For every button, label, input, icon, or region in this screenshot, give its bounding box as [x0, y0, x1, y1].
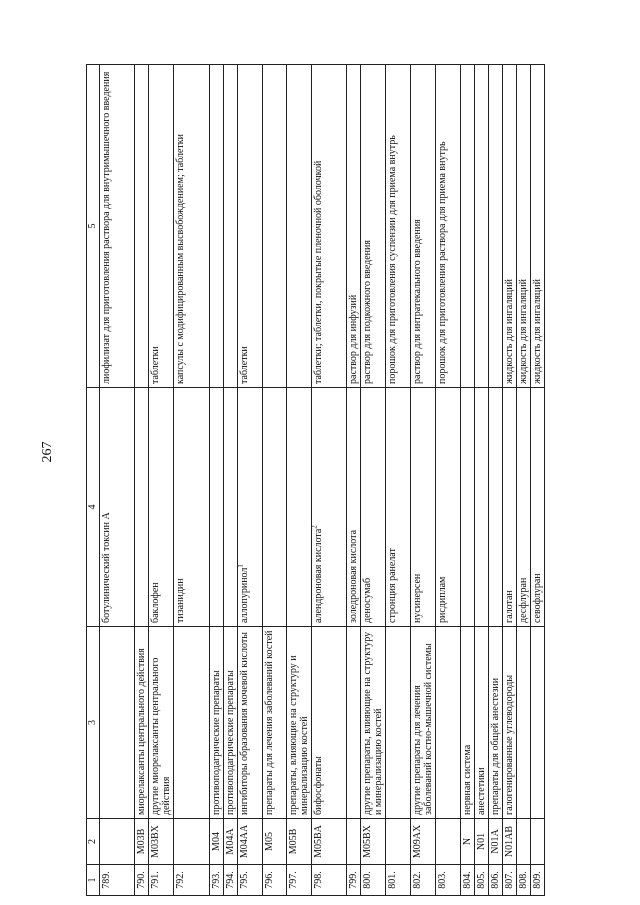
substance-name: баклофен [150, 582, 161, 623]
atc-group-name: другие препараты, влияющие на структуру и минерализацию костей [362, 631, 384, 815]
dosage-forms-cell [503, 65, 517, 388]
atc-group-name-cell [263, 627, 287, 819]
substance-name: аллопуринол [239, 567, 250, 623]
dosage-forms-cell [238, 65, 263, 388]
table-row [149, 65, 174, 896]
dosage-forms: капсулы с модифицированным высвобождением; таблетки [175, 133, 186, 384]
dosage-forms: лиофилизат для приготовления раствора для внутримышечного введения [101, 71, 112, 384]
page-number: 267 [40, 441, 55, 463]
substance-name-cell [238, 388, 263, 627]
row-number: 809. [532, 871, 543, 889]
row-number: 797. [288, 871, 299, 889]
atc-code-cell [100, 819, 135, 865]
atc-group-name-cell [224, 627, 238, 819]
atc-code-cell [531, 819, 545, 865]
row-number-cell [517, 865, 531, 896]
atc-code: M03BX [150, 825, 161, 858]
dosage-forms-cell [361, 65, 386, 388]
atc-group-name: анестетики [476, 767, 487, 815]
row-number-cell [436, 865, 461, 896]
substance-name: стронция ранелат [387, 548, 398, 623]
atc-group-name: другие препараты для лечения заболеваний костно-мышечной системы [412, 643, 434, 815]
row-number: 795. [239, 871, 250, 889]
atc-group-name: другие миорелаксанты центрального действия [150, 657, 172, 815]
substance-name-cell [174, 388, 210, 627]
dosage-forms-cell [100, 65, 135, 388]
row-number: 804. [462, 871, 473, 889]
table-row [100, 65, 135, 896]
substance-name: галотан [504, 590, 515, 623]
atc-code-cell [287, 819, 312, 865]
atc-code-cell [135, 819, 149, 865]
atc-code-cell [263, 819, 287, 865]
table-row [263, 65, 287, 896]
substance-name-cell [436, 388, 461, 627]
dosage-forms: порошок для приготовления суспензии для приема внутрь [387, 135, 398, 384]
dosage-forms: порошок для приготовления раствора для приема внутрь [437, 141, 448, 384]
substance-name-cell [517, 388, 531, 627]
row-number: 803. [437, 871, 448, 889]
atc-code: N01 [476, 832, 487, 851]
atc-code-cell [386, 819, 411, 865]
row-number-cell [287, 865, 312, 896]
table-row [174, 65, 210, 896]
substance-name-cell [503, 388, 517, 627]
dosage-forms-cell [149, 65, 174, 388]
dosage-forms-cell [461, 65, 475, 388]
row-number-cell [531, 865, 545, 896]
dosage-forms-cell [436, 65, 461, 388]
header-cell-col2: 2 [87, 819, 100, 865]
row-number-cell [489, 865, 503, 896]
table-header-row [87, 65, 100, 896]
atc-code-cell [475, 819, 489, 865]
substance-name-cell [531, 388, 545, 627]
atc-code-cell [361, 819, 386, 865]
atc-code: N [462, 837, 473, 846]
dosage-forms-cell [347, 65, 361, 388]
row-number-cell [361, 865, 386, 896]
row-number-cell [312, 865, 347, 896]
atc-code: M04A [225, 828, 236, 855]
atc-group-name-cell [210, 627, 224, 819]
row-number: 799. [348, 871, 359, 889]
dosage-forms-cell [210, 65, 224, 388]
atc-group-name-cell [347, 627, 361, 819]
atc-group-name: противоподагрические препараты [211, 670, 222, 815]
dosage-forms: таблетки [150, 346, 161, 384]
row-number: 790. [136, 871, 147, 889]
row-number: 808. [518, 871, 529, 889]
atc-group-name: нервная система [462, 744, 473, 815]
atc-group-name: бифосфонаты [313, 756, 324, 815]
atc-group-name-cell [149, 627, 174, 819]
atc-group-name: противоподагрические препараты [225, 670, 236, 815]
atc-group-name-cell [489, 627, 503, 819]
atc-code-cell [347, 819, 361, 865]
row-number-cell [224, 865, 238, 896]
table-row [361, 65, 386, 896]
substance-name: деносумаб [362, 577, 373, 623]
atc-code-cell [461, 819, 475, 865]
dosage-forms: раствор для интратекального введения [412, 219, 423, 384]
row-number-cell [461, 865, 475, 896]
row-number-cell [238, 865, 263, 896]
atc-group-name-cell [312, 627, 347, 819]
table-row [411, 65, 436, 896]
table-row [531, 65, 545, 896]
row-number-cell [475, 865, 489, 896]
dosage-forms-cell [386, 65, 411, 388]
substance-name-cell [386, 388, 411, 627]
header-cell-col3: 3 [87, 627, 100, 819]
substance-name: ботулинический токсин А [101, 512, 112, 623]
row-number-cell [100, 865, 135, 896]
atc-group-name-cell [361, 627, 386, 819]
atc-code-cell [210, 819, 224, 865]
row-number: 805. [476, 871, 487, 889]
atc-group-name-cell [386, 627, 411, 819]
atc-group-name-cell [531, 627, 545, 819]
table-row [517, 65, 531, 896]
atc-group-name-cell [174, 627, 210, 819]
atc-group-name: миорелаксанты центрального действия [136, 648, 147, 815]
row-number-cell [347, 865, 361, 896]
row-number: 802. [412, 871, 423, 889]
row-number-cell [263, 865, 287, 896]
atc-code-cell [517, 819, 531, 865]
dosage-forms: раствор для подкожного введения [362, 240, 373, 384]
dosage-forms: таблетки; таблетки, покрытые пленочной оболочкой [313, 160, 324, 384]
atc-code: M09AX [412, 824, 423, 859]
atc-group-name-cell [475, 627, 489, 819]
table-row [503, 65, 517, 896]
atc-code: M05BX [362, 825, 373, 858]
dosage-forms-cell [135, 65, 149, 388]
substance-name: севофлуран [532, 573, 543, 623]
header-cell-col4: 4 [87, 388, 100, 627]
row-number: 806. [490, 871, 501, 889]
atc-group-name-cell [411, 627, 436, 819]
footnote-marker: 2 [310, 525, 319, 529]
substance-name-cell [210, 388, 224, 627]
row-number-cell [135, 865, 149, 896]
substance-name: тизанидин [175, 578, 186, 623]
dosage-forms-cell [489, 65, 503, 388]
table-row [287, 65, 312, 896]
row-number: 800. [362, 871, 373, 889]
table-row [210, 65, 224, 896]
atc-group-name-cell [238, 627, 263, 819]
atc-group-name-cell [135, 627, 149, 819]
substance-name: десфлуран [518, 577, 529, 623]
atc-code-cell [411, 819, 436, 865]
row-number-cell [503, 865, 517, 896]
substance-name: алендроновая кислота [313, 528, 324, 623]
table-row [489, 65, 503, 896]
substance-name-cell [263, 388, 287, 627]
row-number: 796. [264, 871, 275, 889]
substance-name: рисдиплам [437, 576, 448, 623]
dosage-forms: жидкость для ингаляций [518, 279, 529, 384]
atc-code-cell [238, 819, 263, 865]
row-number: 791. [150, 871, 161, 889]
atc-group-name: препараты для лечения заболеваний костей [264, 630, 275, 815]
substance-name-cell [312, 388, 347, 627]
atc-code-cell [174, 819, 210, 865]
atc-code: M05BA [313, 825, 324, 858]
dosage-forms-cell [517, 65, 531, 388]
dosage-forms-cell [224, 65, 238, 388]
atc-group-name: препараты для общей анестезии [490, 677, 501, 815]
table-row [347, 65, 361, 896]
dosage-forms-cell [475, 65, 489, 388]
table-row [475, 65, 489, 896]
atc-group-name-cell [461, 627, 475, 819]
row-number-cell [210, 865, 224, 896]
dosage-forms-cell [263, 65, 287, 388]
table-row [312, 65, 347, 896]
table-row [386, 65, 411, 896]
atc-code: M05 [264, 832, 275, 851]
atc-code: M04 [211, 832, 222, 851]
atc-group-name: препараты, влияющие на структуру и минерализацию костей [288, 655, 310, 815]
dosage-forms: жидкость для ингаляций [504, 279, 515, 384]
substance-name: золедроновая кислота [348, 529, 359, 623]
table-row [224, 65, 238, 896]
table-row [461, 65, 475, 896]
atc-code: N01AB [504, 825, 515, 858]
table-row [135, 65, 149, 896]
row-number: 793. [211, 871, 222, 889]
substance-name-cell [475, 388, 489, 627]
atc-code: M05B [288, 828, 299, 855]
drug-table-container [86, 65, 611, 896]
atc-code-cell [503, 819, 517, 865]
atc-code-cell [436, 819, 461, 865]
atc-code-cell [149, 819, 174, 865]
row-number: 807. [504, 871, 515, 889]
substance-name-cell [224, 388, 238, 627]
row-number: 794. [225, 871, 236, 889]
atc-code-cell [312, 819, 347, 865]
substance-name: нусинерсен [412, 573, 423, 623]
substance-name-cell [411, 388, 436, 627]
substance-name-cell [149, 388, 174, 627]
row-number: 789. [101, 871, 112, 889]
atc-group-name-cell [436, 627, 461, 819]
dosage-forms: жидкость для ингаляций [532, 279, 543, 384]
atc-code-cell [489, 819, 503, 865]
row-number: 801. [387, 871, 398, 889]
atc-code: N01A [490, 829, 501, 854]
substance-name-cell [461, 388, 475, 627]
header-cell-col5: 5 [87, 65, 100, 388]
table-row [436, 65, 461, 896]
atc-group-name-cell [287, 627, 312, 819]
drug-table [86, 64, 545, 896]
atc-group-name-cell [517, 627, 531, 819]
substance-name-cell [100, 388, 135, 627]
substance-name-cell [287, 388, 312, 627]
dosage-forms-cell [312, 65, 347, 388]
dosage-forms: таблетки [239, 346, 250, 384]
footnote-marker: 1 [236, 564, 245, 568]
atc-code: M03B [136, 828, 147, 855]
dosage-forms-cell [174, 65, 210, 388]
dosage-forms: раствор для инфузий [348, 294, 359, 384]
row-number: 792. [175, 871, 186, 889]
row-number-cell [149, 865, 174, 896]
row-number-cell [411, 865, 436, 896]
table-row [238, 65, 263, 896]
row-number-cell [386, 865, 411, 896]
atc-group-name-cell [503, 627, 517, 819]
dosage-forms-cell [287, 65, 312, 388]
row-number-cell [174, 865, 210, 896]
substance-name-cell [347, 388, 361, 627]
atc-group-name: ингибиторы образования мочевой кислоты [239, 632, 250, 815]
atc-code-cell [224, 819, 238, 865]
atc-group-name-cell [100, 627, 135, 819]
dosage-forms-cell [531, 65, 545, 388]
dosage-forms-cell [411, 65, 436, 388]
substance-name-cell [361, 388, 386, 627]
header-cell-col1: 1 [87, 865, 100, 896]
substance-name-cell [135, 388, 149, 627]
atc-code: M04AA [239, 824, 250, 859]
row-number: 798. [313, 871, 324, 889]
substance-name-cell [489, 388, 503, 627]
atc-group-name: галогенированные углеводороды [504, 674, 515, 815]
